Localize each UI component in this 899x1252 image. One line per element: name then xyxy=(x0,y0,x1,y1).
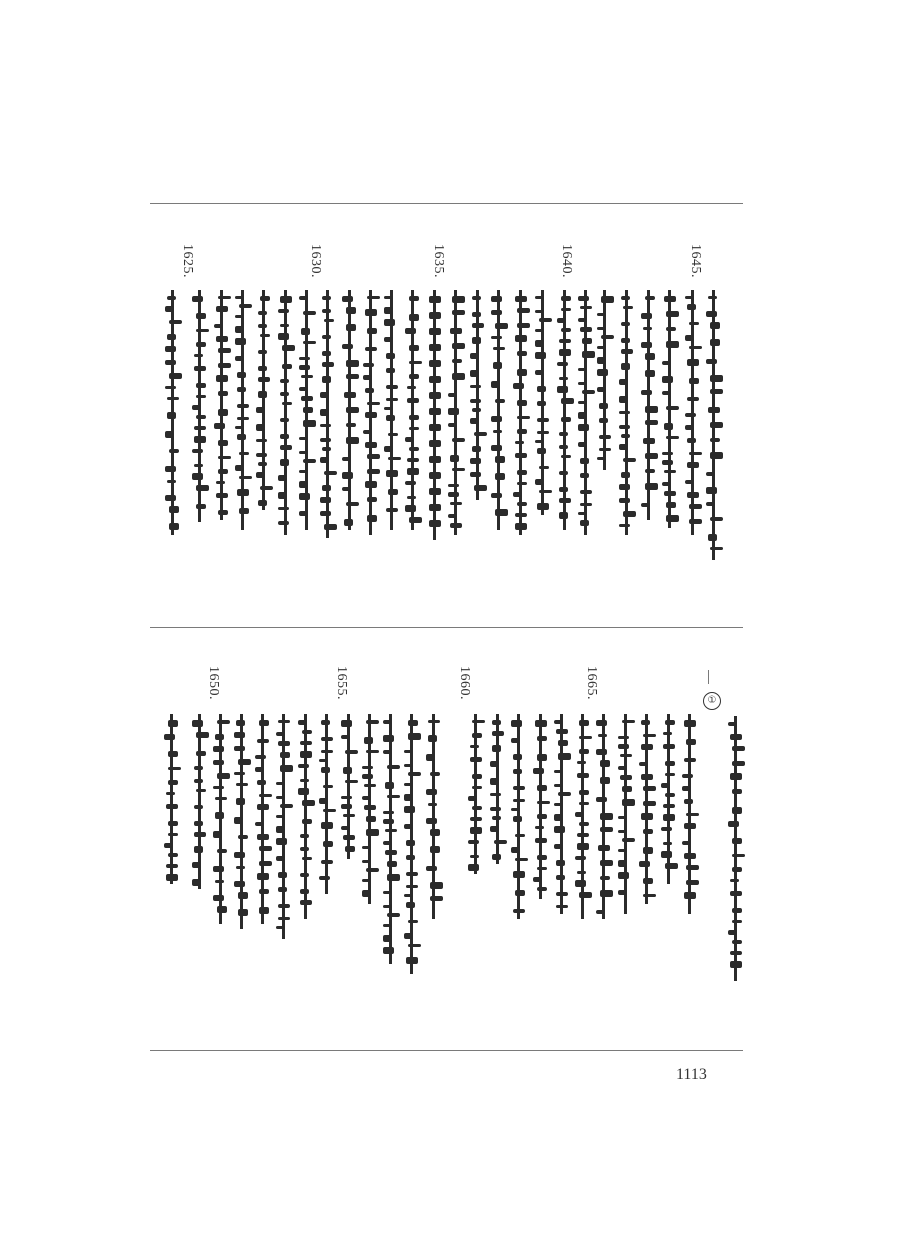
line-number-text: 1650. xyxy=(206,666,221,700)
script-column xyxy=(162,714,180,884)
script-column xyxy=(402,714,420,974)
script-column xyxy=(488,714,506,864)
script-column xyxy=(639,290,657,520)
script-column xyxy=(233,290,251,530)
footnote-script-column xyxy=(726,716,744,981)
script-column xyxy=(361,290,379,535)
script-column xyxy=(489,290,507,530)
script-column xyxy=(211,714,229,924)
script-column xyxy=(339,714,357,859)
script-column xyxy=(509,714,527,919)
script-column xyxy=(704,290,722,560)
script-column xyxy=(360,714,378,904)
middle-rule xyxy=(150,627,743,628)
script-column xyxy=(232,714,250,929)
script-column xyxy=(683,290,701,535)
script-column xyxy=(594,714,612,919)
script-column xyxy=(531,714,549,899)
script-column xyxy=(381,714,399,964)
script-column xyxy=(190,714,208,889)
script-column xyxy=(660,290,678,528)
script-column xyxy=(533,290,551,515)
script-column xyxy=(552,714,570,914)
bottom-rule xyxy=(150,1050,743,1051)
script-column xyxy=(466,714,484,874)
script-column xyxy=(382,290,400,530)
line-number-text: 1625. xyxy=(180,244,195,278)
script-column xyxy=(617,290,635,535)
script-column xyxy=(576,290,594,535)
footnote-rule xyxy=(708,670,709,684)
script-column xyxy=(296,714,314,919)
script-column xyxy=(424,714,442,919)
script-column xyxy=(340,290,358,530)
script-column xyxy=(511,290,529,535)
footnote-marker: ① xyxy=(703,692,721,710)
script-column xyxy=(616,714,634,914)
line-number-text: 1635. xyxy=(431,244,446,278)
page-number: 1113 xyxy=(676,1066,707,1083)
script-column xyxy=(637,714,655,904)
line-number-text: 1640. xyxy=(559,244,574,278)
script-column xyxy=(254,290,272,510)
script-column xyxy=(276,290,294,535)
script-column xyxy=(317,714,335,894)
line-number-text: 1630. xyxy=(308,244,323,278)
top-rule xyxy=(150,203,743,204)
line-number-text: 1645. xyxy=(688,244,703,278)
script-column xyxy=(555,290,573,530)
script-column xyxy=(403,290,421,530)
script-column xyxy=(190,290,208,522)
line-number-text: 1665. xyxy=(584,666,599,700)
script-column xyxy=(573,714,591,919)
script-column xyxy=(468,290,486,500)
script-column xyxy=(274,714,292,939)
script-column xyxy=(680,714,698,914)
script-column xyxy=(446,290,464,535)
script-column xyxy=(163,290,181,535)
script-column xyxy=(253,714,271,924)
script-column xyxy=(212,290,230,520)
script-column xyxy=(318,290,336,538)
line-number-text: 1660. xyxy=(457,666,472,700)
line-number-text: 1655. xyxy=(334,666,349,700)
script-column xyxy=(425,290,443,540)
script-column xyxy=(595,290,613,470)
script-column xyxy=(659,714,677,884)
script-column xyxy=(297,290,315,530)
